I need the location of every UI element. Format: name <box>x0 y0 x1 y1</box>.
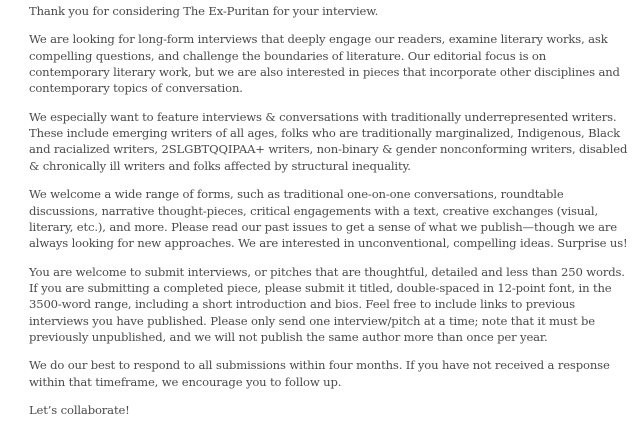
paragraph-closing: Let’s collaborate! <box>29 403 130 418</box>
paragraph-focus: We are looking for long-form interviews that deeply engage our readers, examine literary works, ask compelling questions, and challenge the boundaries of literature. Our editorial focus is on contemporary literary work, but we are also interested in pieces that incorporate other disciplines and contemporary topics of conversation. <box>29 32 620 96</box>
paragraph-forms: We welcome a wide range of forms, such as traditional one-on-one conversations, roundtable discussions, narrative thought-pieces, critical engagements with a text, creative exchanges (visual, literary, etc.), and more. Please read our past issues to get a sense of what we publish—though we are always looking for new approaches. We are interested in unconventional, compelling ideas. Surprise us! <box>29 187 628 251</box>
paragraph-intro: Thank you for considering The Ex-Puritan for your interview. <box>29 4 379 18</box>
paragraph-underrepresented-writers: We especially want to feature interviews & conversations with traditionally underrepresented writers. These include emerging writers of all ages, folks who are traditionally marginalized, Indigenous, Black and racialized writers, 2SLGBTQQIPAA+ writers, non-binary & gender nonconforming writers, disabled & chronically ill writers and folks affected by structural inequality. <box>29 109 628 173</box>
submission-guidelines <box>29 3 629 431</box>
paragraph-response-time: We do our best to respond to all submissions within four months. If you have not received a response within that timeframe, we encourage you to follow up. <box>29 358 610 389</box>
paragraph-submission-format: You are welcome to submit interviews, or pitches that are thoughtful, detailed and less than 250 words. If you are submitting a completed piece, please submit it titled, double-spaced in 12-point font, in the 3500-word range, including a short introduction and bios. Feel free to include links to previous interviews you have published. Please only send one interview/pitch at a time; note that it must be previously unpublished, and we will not publish the same author more than once per year. <box>29 264 625 344</box>
